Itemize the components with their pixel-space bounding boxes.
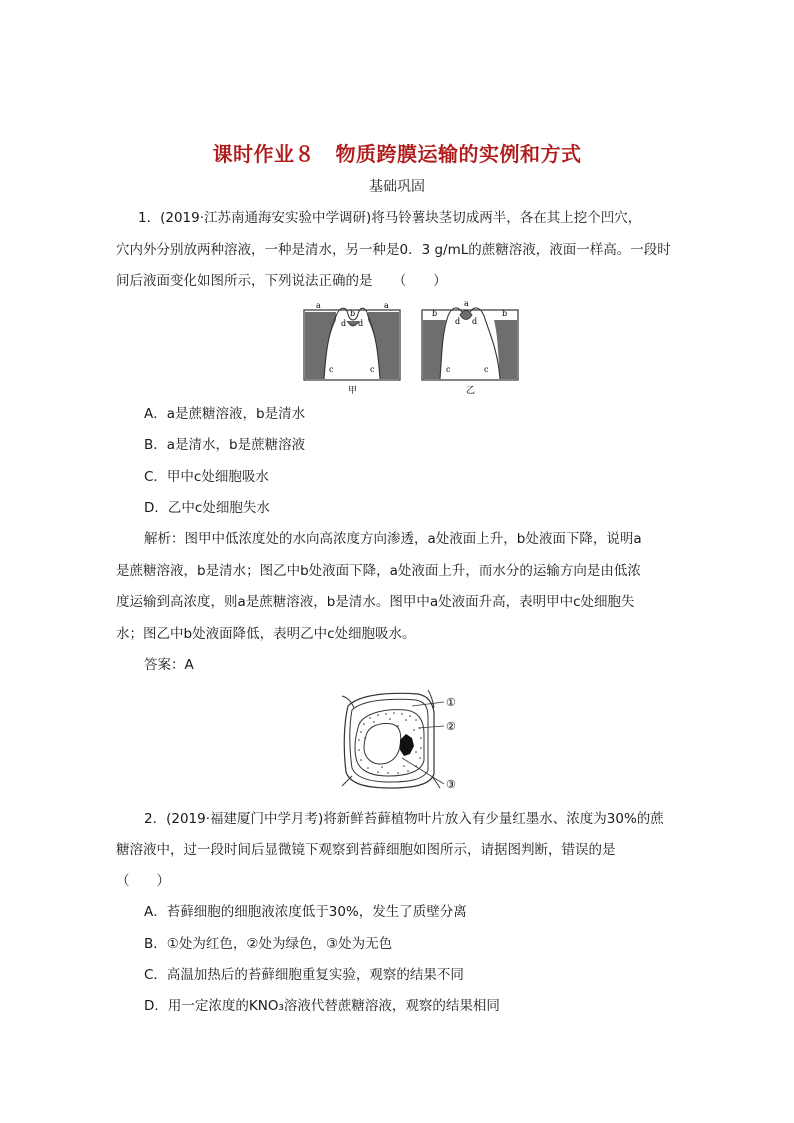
q1-analysis-line-1: 解析：图甲中低浓度处的水向高浓度方向渗透，a处液面上升，b处液面下降，说明a xyxy=(144,531,642,547)
potato-osmosis-figure xyxy=(296,292,526,408)
page-title: 课时作业８ 物质跨膜运输的实例和方式 xyxy=(212,142,582,166)
vacuole xyxy=(364,724,401,765)
jia-label-b: b xyxy=(350,309,356,318)
yi-caption: 乙 xyxy=(466,386,476,396)
q2-option-a: A．苔藓细胞的细胞液浓度低于30%，发生了质壁分离 xyxy=(144,904,467,920)
jia-label-c-right: c xyxy=(370,365,375,374)
jia-label-d-left: d xyxy=(341,319,347,328)
figure2-label-3: ③ xyxy=(446,778,456,791)
figure2-label-1: ① xyxy=(446,696,456,709)
q1-answer: 答案：A xyxy=(144,657,194,673)
yi-label-d-left: d xyxy=(455,317,461,326)
q1-option-d: D．乙中c处细胞失水 xyxy=(144,500,270,516)
yi-label-c-right: c xyxy=(484,365,489,374)
yi-label-d-right: d xyxy=(472,317,478,326)
q1-option-a: A．a是蔗糖溶液，b是清水 xyxy=(144,406,306,422)
section-title: 基础巩固 xyxy=(369,179,425,195)
jia-label-d-right: d xyxy=(358,319,364,328)
yi-label-b-left: b xyxy=(432,309,438,318)
q2-option-c: C．高温加热后的苔藓细胞重复实验，观察的结果不同 xyxy=(144,967,464,983)
q2-option-b: B．①处为红色，②处为绿色，③处为无色 xyxy=(144,936,393,952)
figure-yi xyxy=(422,299,518,396)
q1-analysis-line-4: 水；图乙中b处液面降低，表明乙中c处细胞吸水。 xyxy=(116,626,416,642)
yi-label-c-left: c xyxy=(446,365,451,374)
jia-label-a-right: a xyxy=(384,301,389,310)
jia-label-a-left: a xyxy=(316,301,321,310)
q1-analysis-line-3: 度运输到高浓度，则a是蔗糖溶液，b是清水。图甲中a处液面升高，表明甲中c处细胞失 xyxy=(116,594,635,610)
figure-jia xyxy=(304,301,400,396)
q1-stem-line-2: 穴内外分别放两种溶液，一种是清水，另一种是0．3 g/mL的蔗糖溶液，液面一样高。一段时 xyxy=(116,242,671,258)
q2-stem-line-3: （ ） xyxy=(116,873,170,889)
yi-label-a: a xyxy=(464,299,469,308)
q2-option-d: D．用一定浓度的KNO₃溶液代替蔗糖溶液，观察的结果相同 xyxy=(144,998,500,1014)
q1-analysis-line-2: 是蔗糖溶液，b是清水；图乙中b处液面下降，a处液面上升，而水分的运输方向是由低浓 xyxy=(116,563,641,579)
q2-stem-line-2: 糖溶液中，过一段时间后显微镜下观察到苔藓细胞如图所示，请据图判断，错误的是 xyxy=(116,842,616,858)
q1-stem-line-3: 间后液面变化如图所示，下列说法正确的是 （ ） xyxy=(116,273,447,289)
figure2-label-2: ② xyxy=(446,720,456,733)
yi-label-b-right: b xyxy=(502,309,508,318)
q1-stem-line-1: 1．(2019·江苏南通海安实验中学调研)将马铃薯块茎切成两半，各在其上挖个凹穴， xyxy=(138,210,642,226)
q1-option-c: C．甲中c处细胞吸水 xyxy=(144,469,269,485)
q2-stem-line-1: 2．(2019·福建厦门中学月考)将新鲜苔藓植物叶片放入有少量红墨水、浓度为30%的蔗 xyxy=(144,811,664,827)
q1-option-b: B．a是清水，b是蔗糖溶液 xyxy=(144,437,306,453)
jia-caption: 甲 xyxy=(348,386,358,396)
jia-label-c-left: c xyxy=(329,365,334,374)
moss-cell-figure xyxy=(340,688,480,798)
